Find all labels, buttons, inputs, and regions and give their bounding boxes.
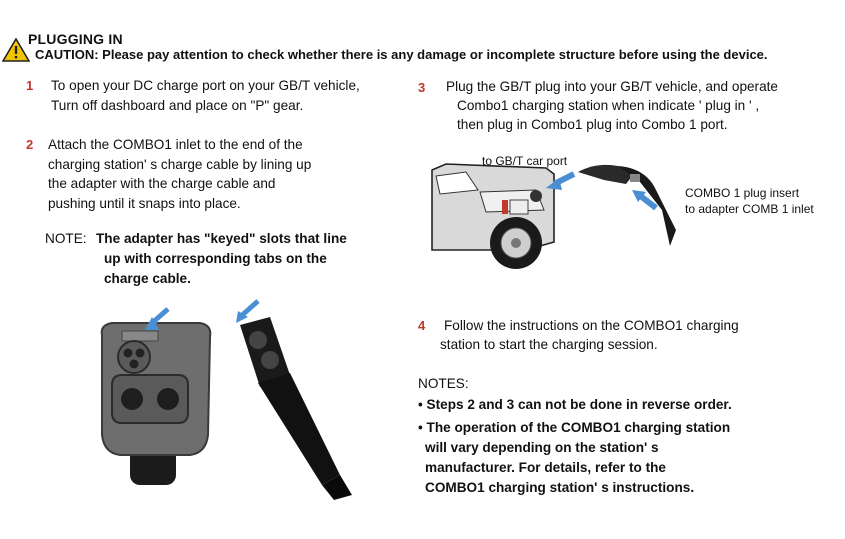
vehicle-image bbox=[432, 164, 554, 269]
step-3-line-1: Plug the GB/T plug into your GB/T vehicle, and operate bbox=[446, 79, 778, 94]
notes-bullet-2-line-2: will vary depending on the station' s bbox=[425, 440, 659, 455]
notes-bullet-2: • The operation of the COMBO1 charging station bbox=[418, 420, 731, 435]
step-4-number: 4 bbox=[418, 318, 426, 333]
gbt-plug-cable-image bbox=[578, 165, 676, 246]
step-3-number: 3 bbox=[418, 80, 426, 95]
adapter-photos-illustration bbox=[90, 295, 380, 500]
step-2-line-2: charging station' s charge cable by lining up bbox=[48, 156, 312, 172]
note-label: NOTE: bbox=[45, 231, 87, 246]
step-4-line-2: station to start the charging session. bbox=[440, 337, 658, 352]
warning-icon bbox=[2, 38, 30, 62]
charge-cable-connector-image bbox=[240, 317, 352, 500]
section-title: PLUGGING IN bbox=[28, 31, 123, 47]
note-line-3: charge cable. bbox=[104, 271, 191, 286]
notes-bullet-2-line-4: COMBO1 charging station' s instructions. bbox=[425, 480, 695, 495]
keyed-slot-arrow-line-2 bbox=[152, 309, 168, 323]
notes-bullet-1: • Steps 2 and 3 can not be done in reverse order. bbox=[418, 397, 732, 412]
step-2-line-3: the adapter with the charge cable and bbox=[48, 176, 276, 191]
note-line-2: up with corresponding tabs on the bbox=[104, 251, 327, 266]
combo-insert-label-line-1: COMBO 1 plug insert bbox=[685, 186, 800, 200]
step-2-line-4: pushing until it snaps into place. bbox=[48, 195, 241, 211]
notes-bullet-2-line-1: The operation of the COMBO1 charging station bbox=[426, 420, 731, 435]
step-2-text bbox=[48, 135, 311, 213]
step-1-line-2: Turn off dashboard and place on "P" gear. bbox=[51, 97, 304, 113]
combo-insert-label-line-2: to adapter COMB 1 inlet bbox=[685, 202, 814, 216]
gbt-port-label: to GB/T car port bbox=[482, 154, 568, 168]
step-3-line-2: Combo1 charging station when indicate ' plug in ' , bbox=[457, 98, 760, 113]
notes-heading: NOTES: bbox=[418, 376, 469, 391]
step-3-line-3: then plug in Combo1 plug into Combo 1 port. bbox=[457, 117, 728, 132]
step-1-line-1: To open your DC charge port on your GB/T vehicle, bbox=[51, 78, 360, 93]
notes-bullet-2-line-3: manufacturer. For details, refer to the bbox=[425, 460, 666, 475]
step-2-number: 2 bbox=[26, 137, 34, 152]
notes-bullet-1-text: Steps 2 and 3 can not be done in reverse order. bbox=[426, 397, 732, 412]
step-2-line-1: Attach the COMBO1 inlet to the end of the bbox=[48, 137, 303, 152]
step-1-text bbox=[51, 76, 360, 115]
caution-text: CAUTION: Please pay attention to check whether there is any damage or incomplete structure before using the device. bbox=[35, 47, 768, 62]
combo1-adapter-front-image bbox=[102, 323, 211, 485]
note-line-1: The adapter has "keyed" slots that line bbox=[96, 231, 347, 246]
step-4-line-1: Follow the instructions on the COMBO1 charging bbox=[444, 318, 739, 333]
step-1-number: 1 bbox=[26, 78, 34, 93]
